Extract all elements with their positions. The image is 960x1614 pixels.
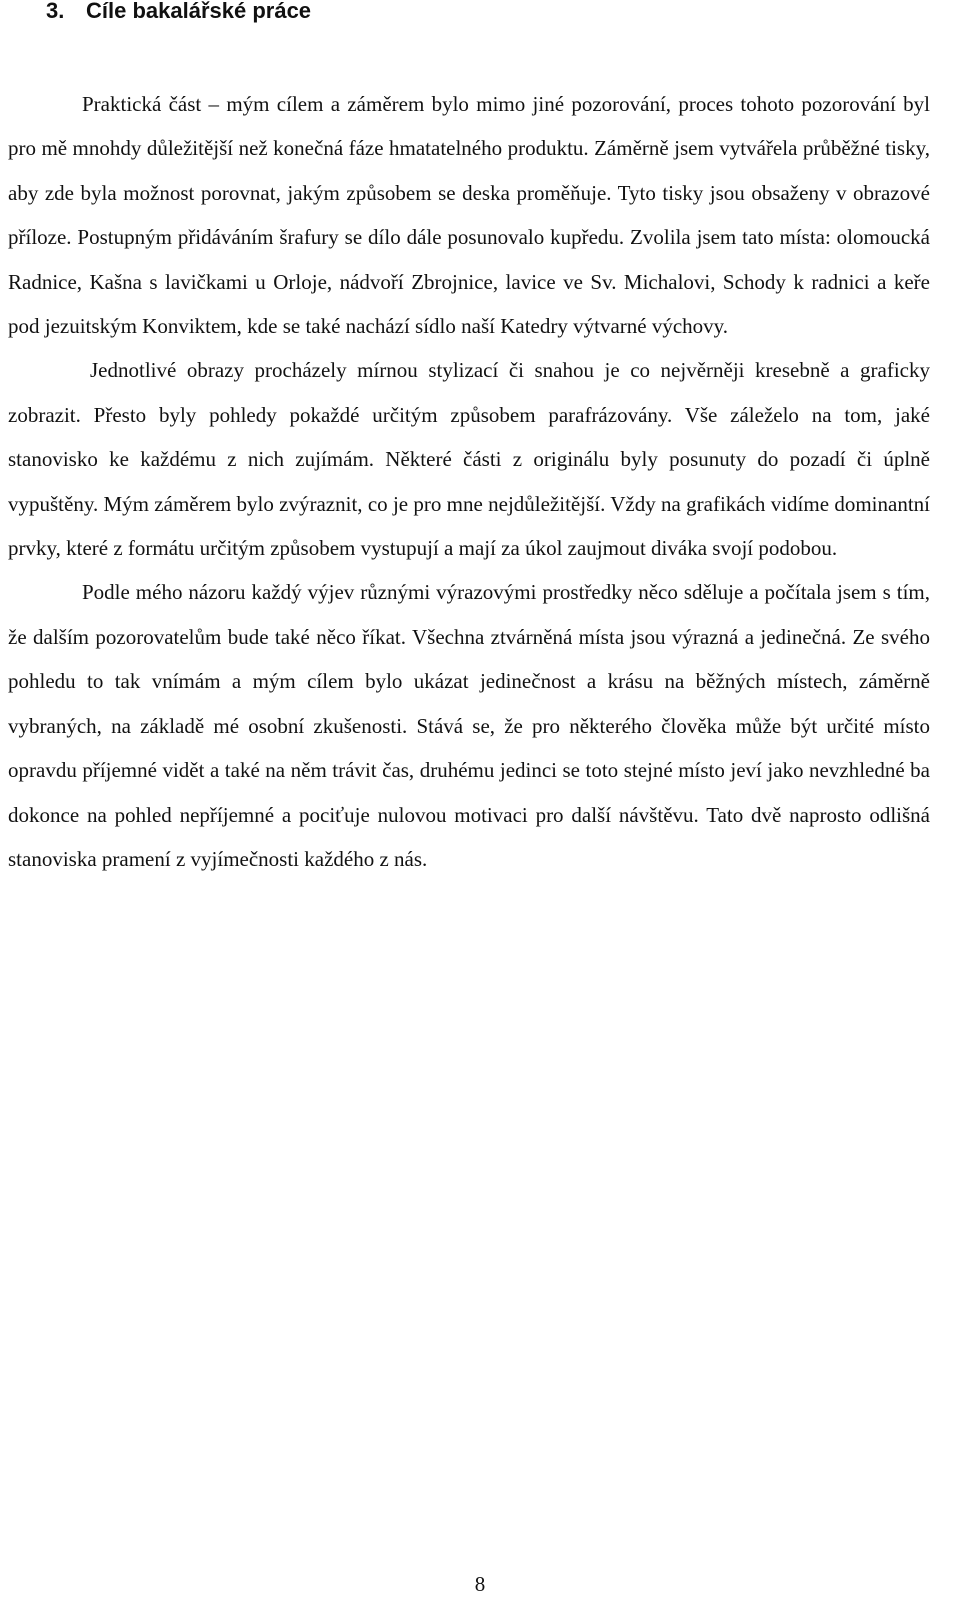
section-number: 3. <box>46 0 65 23</box>
body-text <box>8 82 930 881</box>
paragraph-2: Jednotlivé obrazy procházely mírnou stylizací či snahou je co nejvěrněji kresebně a graficky zobrazit. Přesto byly pohledy pokaždé určitým způsobem parafrázovány. Vše záleželo na tom, jaké stanovisko ke každému z nich zujímám. Některé části z originálu byly posunuty do pozadí či úplně vypuštěny. Mým záměrem bylo zvýraznit, co je pro mne nejdůležitější. Vždy na grafikách vidíme dominantní prvky, které z formátu určitým způsobem vystupují a mají za úkol zaujmout diváka svojí podobou. <box>8 358 930 561</box>
paragraph-1: Praktická část – mým cílem a záměrem bylo mimo jiné pozorování, proces tohoto pozorování byl pro mě mnohdy důležitější než konečná fáze hmatatelného produktu. Záměrně jsem vytvářela průběžné tisky, aby zde byla možnost porovnat, jakým způsobem se deska proměňuje. Tyto tisky jsou obsaženy v obrazové příloze. Postupným přidáváním šrafury se dílo dále posunovalo kupředu. Zvolila jsem tato místa: olomoucká Radnice, Kašna s lavičkami u Orloje, nádvoří Zbrojnice, lavice ve Sv. Michalovi, Schody k radnici a keře pod jezuitským Konviktem, kde se také nachází sídlo naší Katedry výtvarné výchovy. <box>8 92 930 339</box>
page-number: 8 <box>474 1572 486 1596</box>
section-heading <box>46 0 311 26</box>
section-title: Cíle bakalářské práce <box>86 0 312 23</box>
paragraph-3: Podle mého názoru každý výjev různými výrazovými prostředky něco sděluje a počítala jsem s tím, že dalším pozorovatelům bude také něco říkat. Všechna ztvárněná místa jsou výrazná a jedinečná. Ze svého pohledu to tak vnímám a mým cílem bylo ukázat jedinečnost a krásu na běžných místech, záměrně vybraných, na základě mé osobní zkušenosti. Stává se, že pro některého člověka může být určité místo opravdu příjemné vidět a také na něm trávit čas, druhému jedinci se toto stejné místo jeví jako nevzhledné ba dokonce na pohled nepříjemné a pociťuje nulovou motivaci pro další návštěvu. Tato dvě naprosto odlišná stanoviska pramení z vyjímečnosti každého z nás. <box>8 580 930 871</box>
